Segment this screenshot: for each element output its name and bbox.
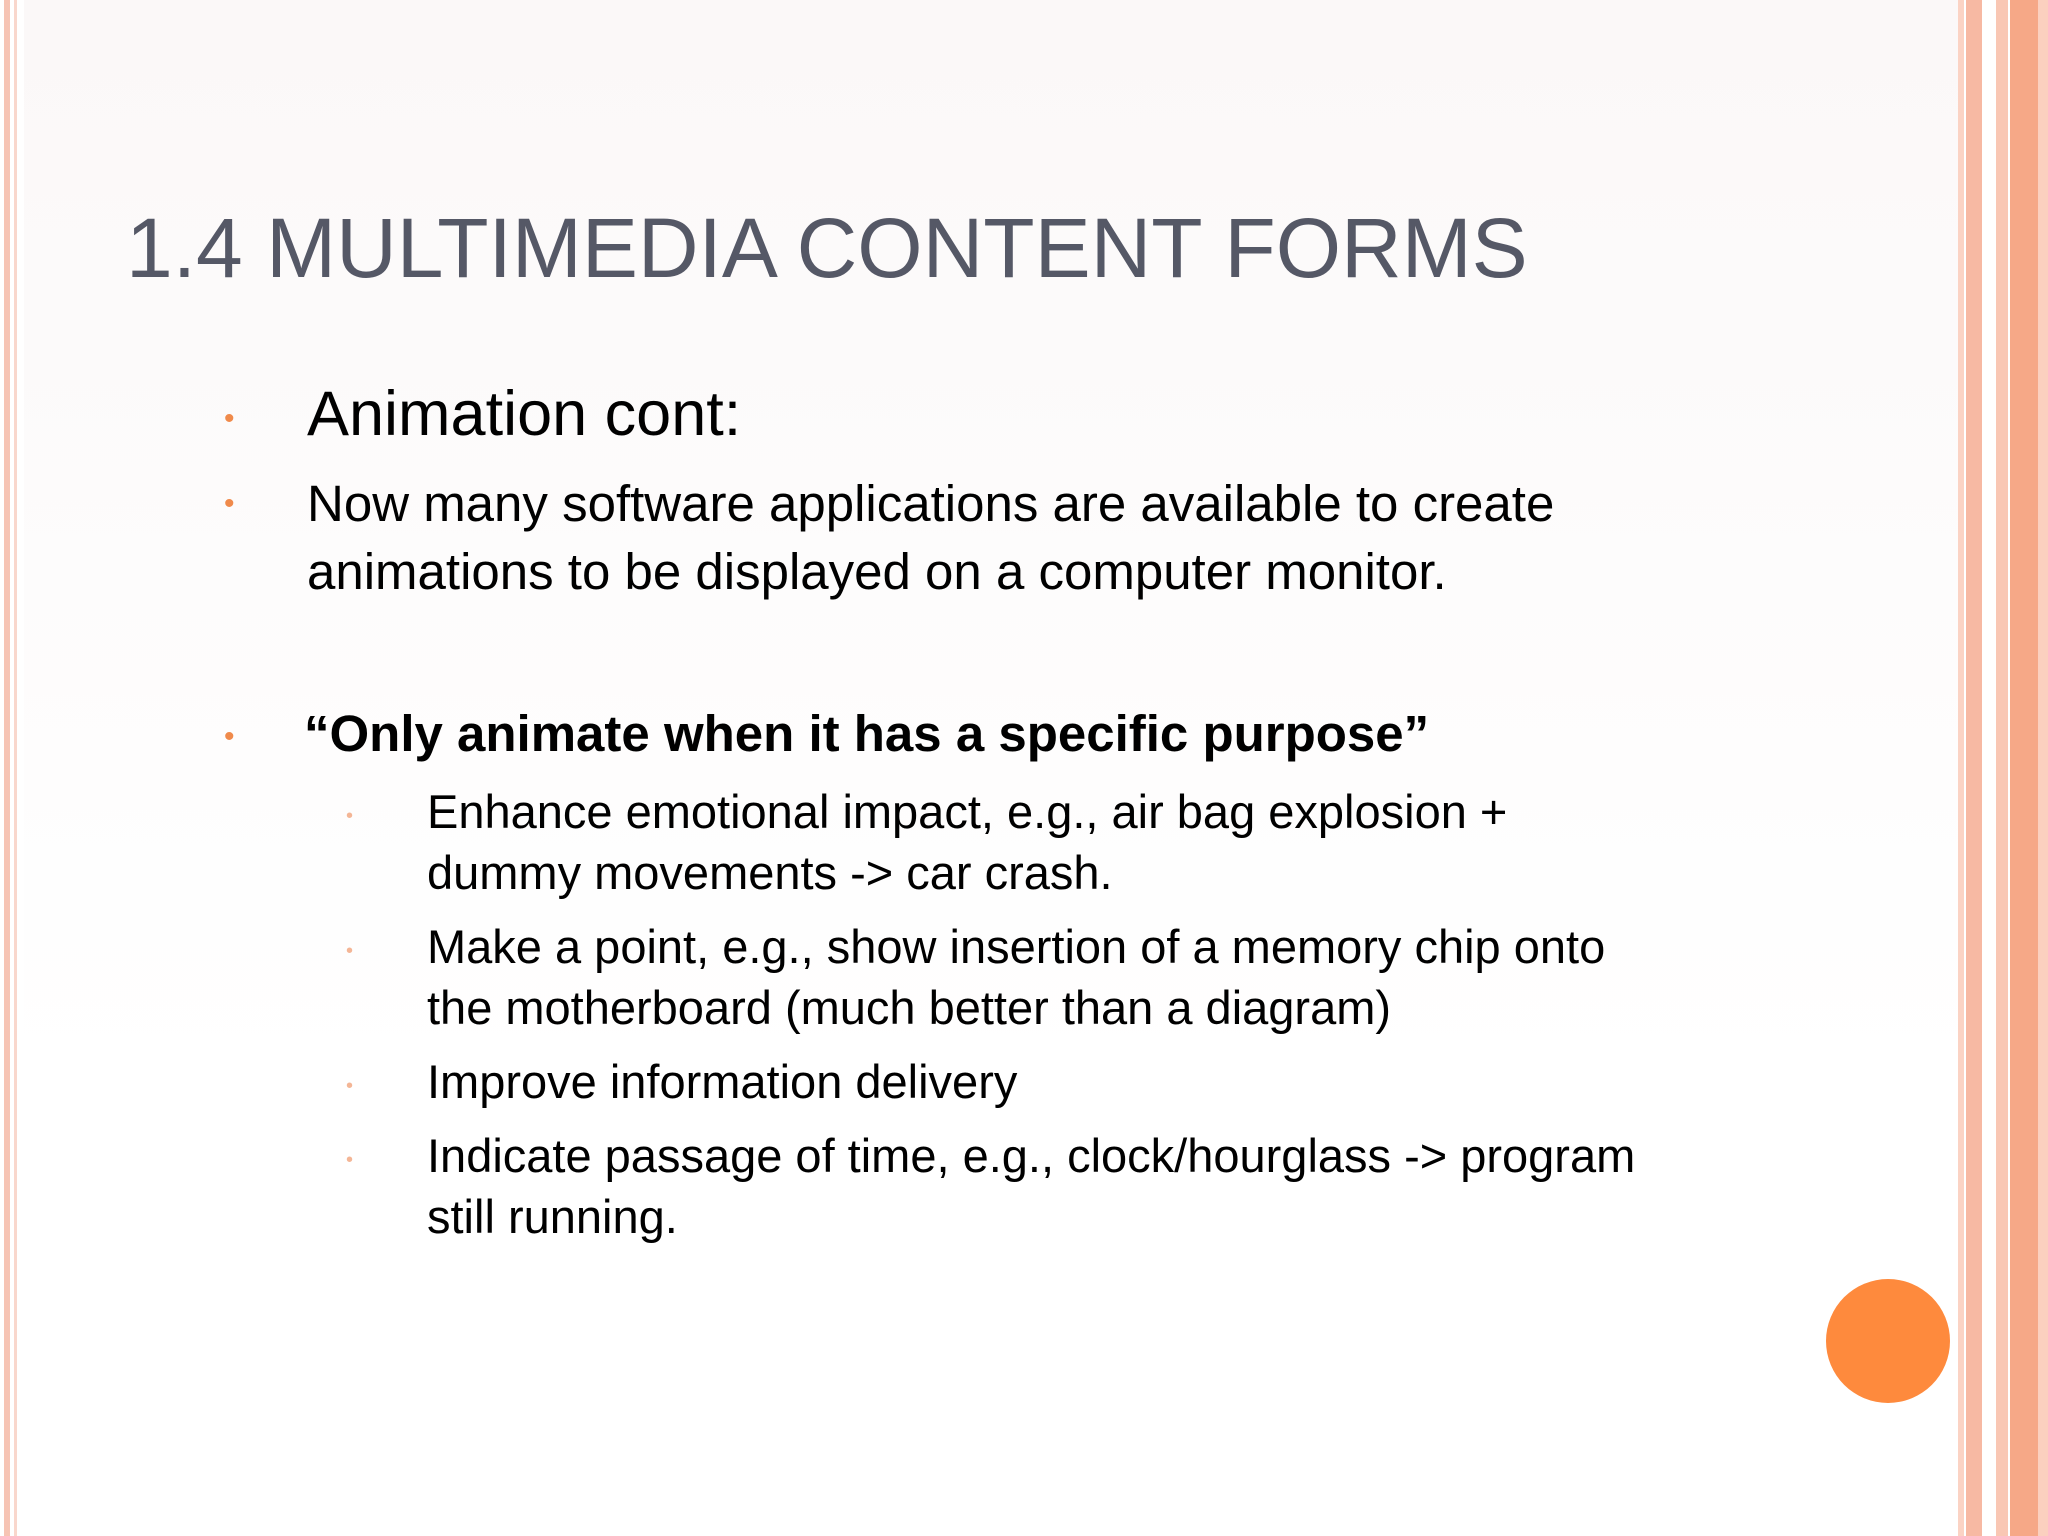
right-decor-stripe xyxy=(2038,0,2048,1536)
decor-circle xyxy=(1826,1279,1950,1403)
bullet-marker: • xyxy=(224,402,235,435)
sub-bullet-text-improve: Improve information delivery xyxy=(427,1055,1018,1108)
bullet-text-quote: “Only animate when it has a specific purpose” xyxy=(304,705,1430,762)
sub-bullet-marker: • xyxy=(346,805,354,827)
right-decor-stripe xyxy=(2010,0,2038,1536)
sub-bullet-text-time-line2: still running. xyxy=(427,1190,678,1243)
bullet-marker: • xyxy=(224,487,235,520)
right-decor-stripe xyxy=(1958,0,1964,1536)
bullet-text-animation-cont: Animation cont: xyxy=(307,379,742,449)
slide-title: 1.4 MULTIMEDIA CONTENT FORMS xyxy=(126,201,1528,295)
sub-bullet-text-time-line1: Indicate passage of time, e.g., clock/hourglass -> program xyxy=(427,1129,1636,1182)
right-decor-stripe xyxy=(1966,0,1982,1536)
sub-bullet-marker: • xyxy=(346,1149,354,1171)
left-border-line xyxy=(4,0,10,1536)
sub-bullet-marker: • xyxy=(346,1075,354,1097)
sub-bullet-text-emotional-line1: Enhance emotional impact, e.g., air bag explosion + xyxy=(427,785,1508,838)
left-border-line-inner xyxy=(14,0,17,1536)
sub-bullet-text-point-line2: the motherboard (much better than a diagram) xyxy=(427,981,1392,1034)
right-decor-gap xyxy=(1984,0,1994,1536)
sub-bullet-text-emotional-line2: dummy movements -> car crash. xyxy=(427,846,1113,899)
sub-bullet-marker: • xyxy=(346,940,354,962)
bullet-text-software-line1: Now many software applications are available to create xyxy=(307,475,1555,532)
sub-bullet-text-point-line1: Make a point, e.g., show insertion of a memory chip onto xyxy=(427,920,1606,973)
right-decor-stripe xyxy=(1996,0,2008,1536)
bullet-marker: • xyxy=(224,720,235,753)
bullet-text-software-line2: animations to be displayed on a computer monitor. xyxy=(307,543,1447,600)
